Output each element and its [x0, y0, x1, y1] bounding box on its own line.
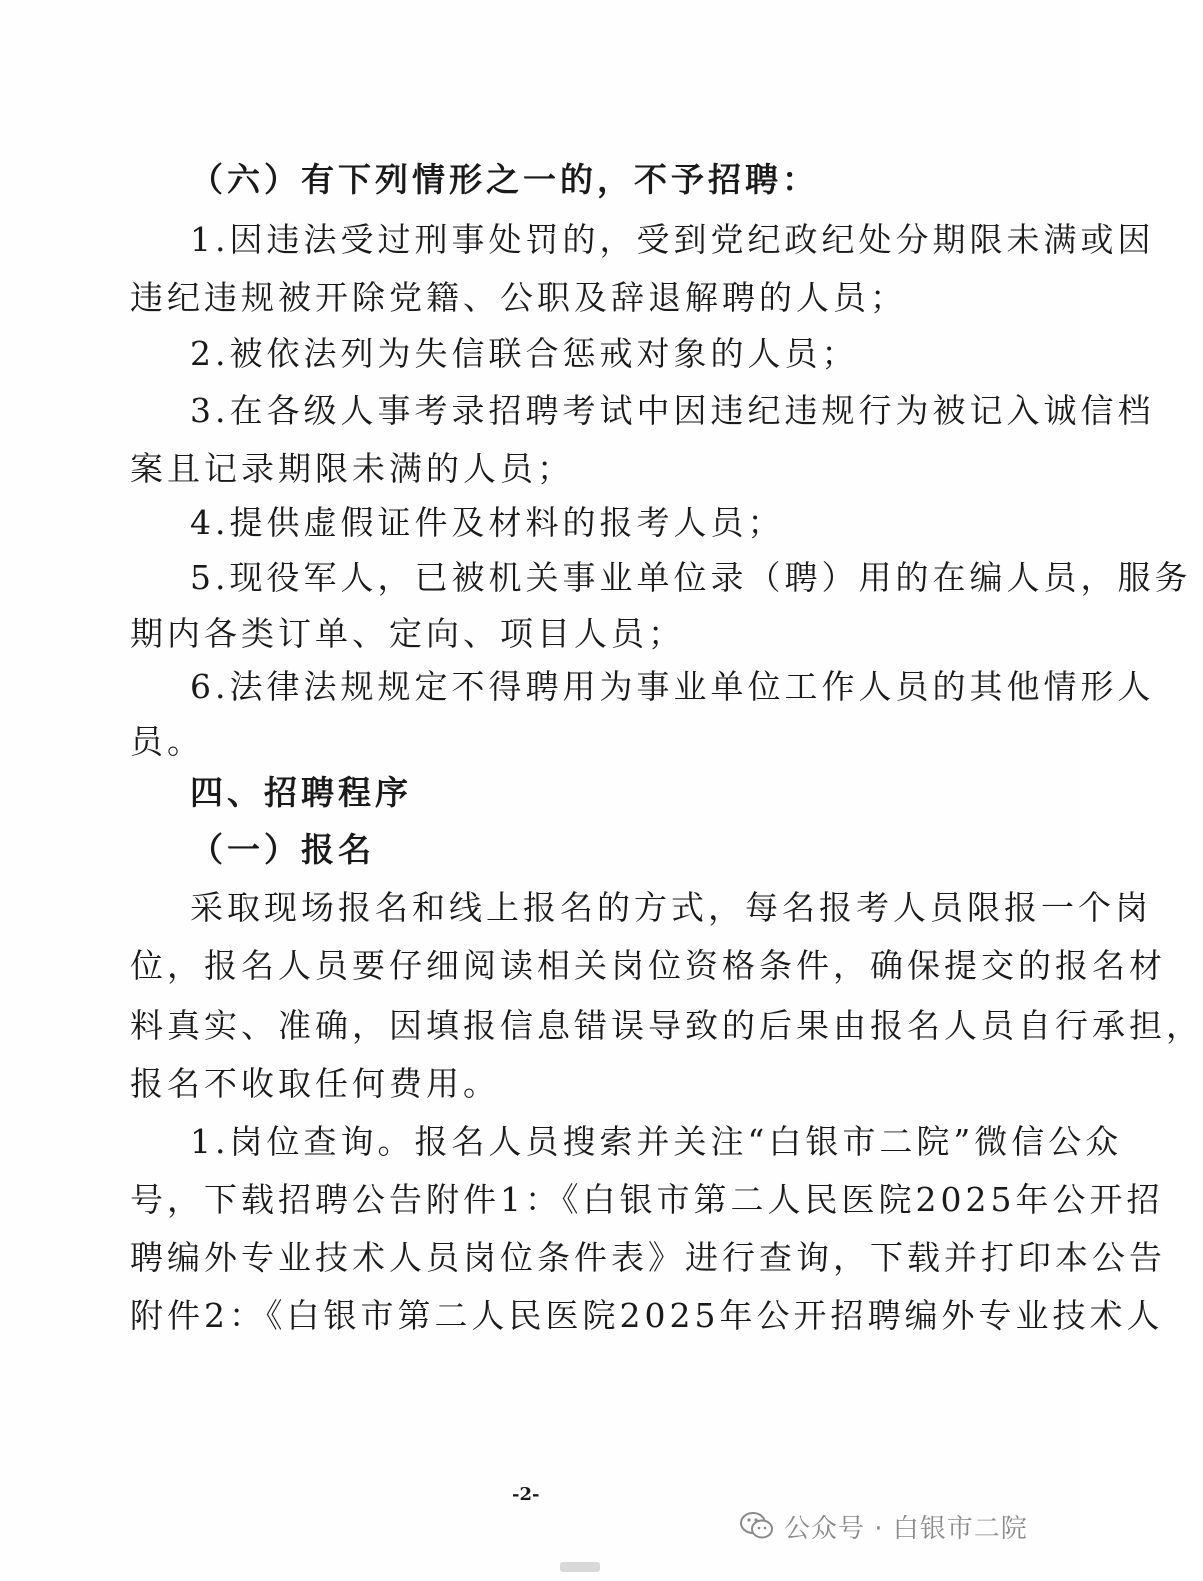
paragraph-line: 采取现场报名和线上报名的方式，每名报考人员限报一个岗 [190, 888, 1152, 927]
paragraph-line: 6.法律法规规定不得聘用为事业单位工作人员的其他情形人 [190, 667, 1155, 706]
paragraph-line: 4.提供虚假证件及材料的报考人员； [190, 503, 785, 542]
scan-artifact [560, 1562, 600, 1572]
paragraph-line: 违纪违规被开除党籍、公职及辞退解聘的人员； [130, 278, 907, 317]
paragraph-line: 聘编外专业技术人员岗位条件表》进行查询，下载并打印本公告 [130, 1238, 1166, 1277]
paragraph-line: 员。 [130, 722, 204, 761]
paragraph-line: 3.在各级人事考录招聘考试中因违纪违规行为被记入诚信档 [190, 391, 1155, 430]
paragraph-line: 号，下载招聘公告附件1：《白银市第二人民医院2025年公开招 [130, 1180, 1164, 1219]
paragraph-line: 期内各类订单、定向、项目人员； [130, 614, 685, 653]
subsection-heading-one: （一）报名 [190, 830, 375, 869]
paragraph-line: 1.因违法受过刑事处罚的，受到党纪政纪处分期限未满或因 [190, 220, 1155, 259]
paragraph-line: 1.岗位查询。报名人员搜索并关注“白银市二院”微信公众 [190, 1122, 1123, 1161]
paragraph-line: 5.现役军人，已被机关事业单位录（聘）用的在编人员，服务 [190, 558, 1192, 597]
section-heading-four: 四、招聘程序 [190, 773, 412, 812]
paragraph-line: 报名不收取任何费用。 [130, 1064, 500, 1103]
page-number: -2- [512, 1484, 540, 1505]
section-heading-six: （六）有下列情形之一的，不予招聘： [190, 160, 819, 199]
watermark-text: 公众号 · 白银市二院 [784, 1513, 1028, 1544]
wechat-icon [740, 1511, 774, 1541]
paragraph-line: 附件2：《白银市第二人民医院2025年公开招聘编外专业技术人 [130, 1296, 1164, 1335]
paragraph-line: 料真实、准确，因填报信息错误导致的后果由报名人员自行承担， [130, 1006, 1203, 1045]
wechat-watermark [740, 1506, 1028, 1546]
paragraph-line: 2.被依法列为失信联合惩戒对象的人员； [190, 334, 859, 373]
paragraph-line: 案且记录期限未满的人员； [130, 449, 574, 488]
paragraph-line: 位，报名人员要仔细阅读相关岗位资格条件，确保提交的报名材 [130, 946, 1166, 985]
